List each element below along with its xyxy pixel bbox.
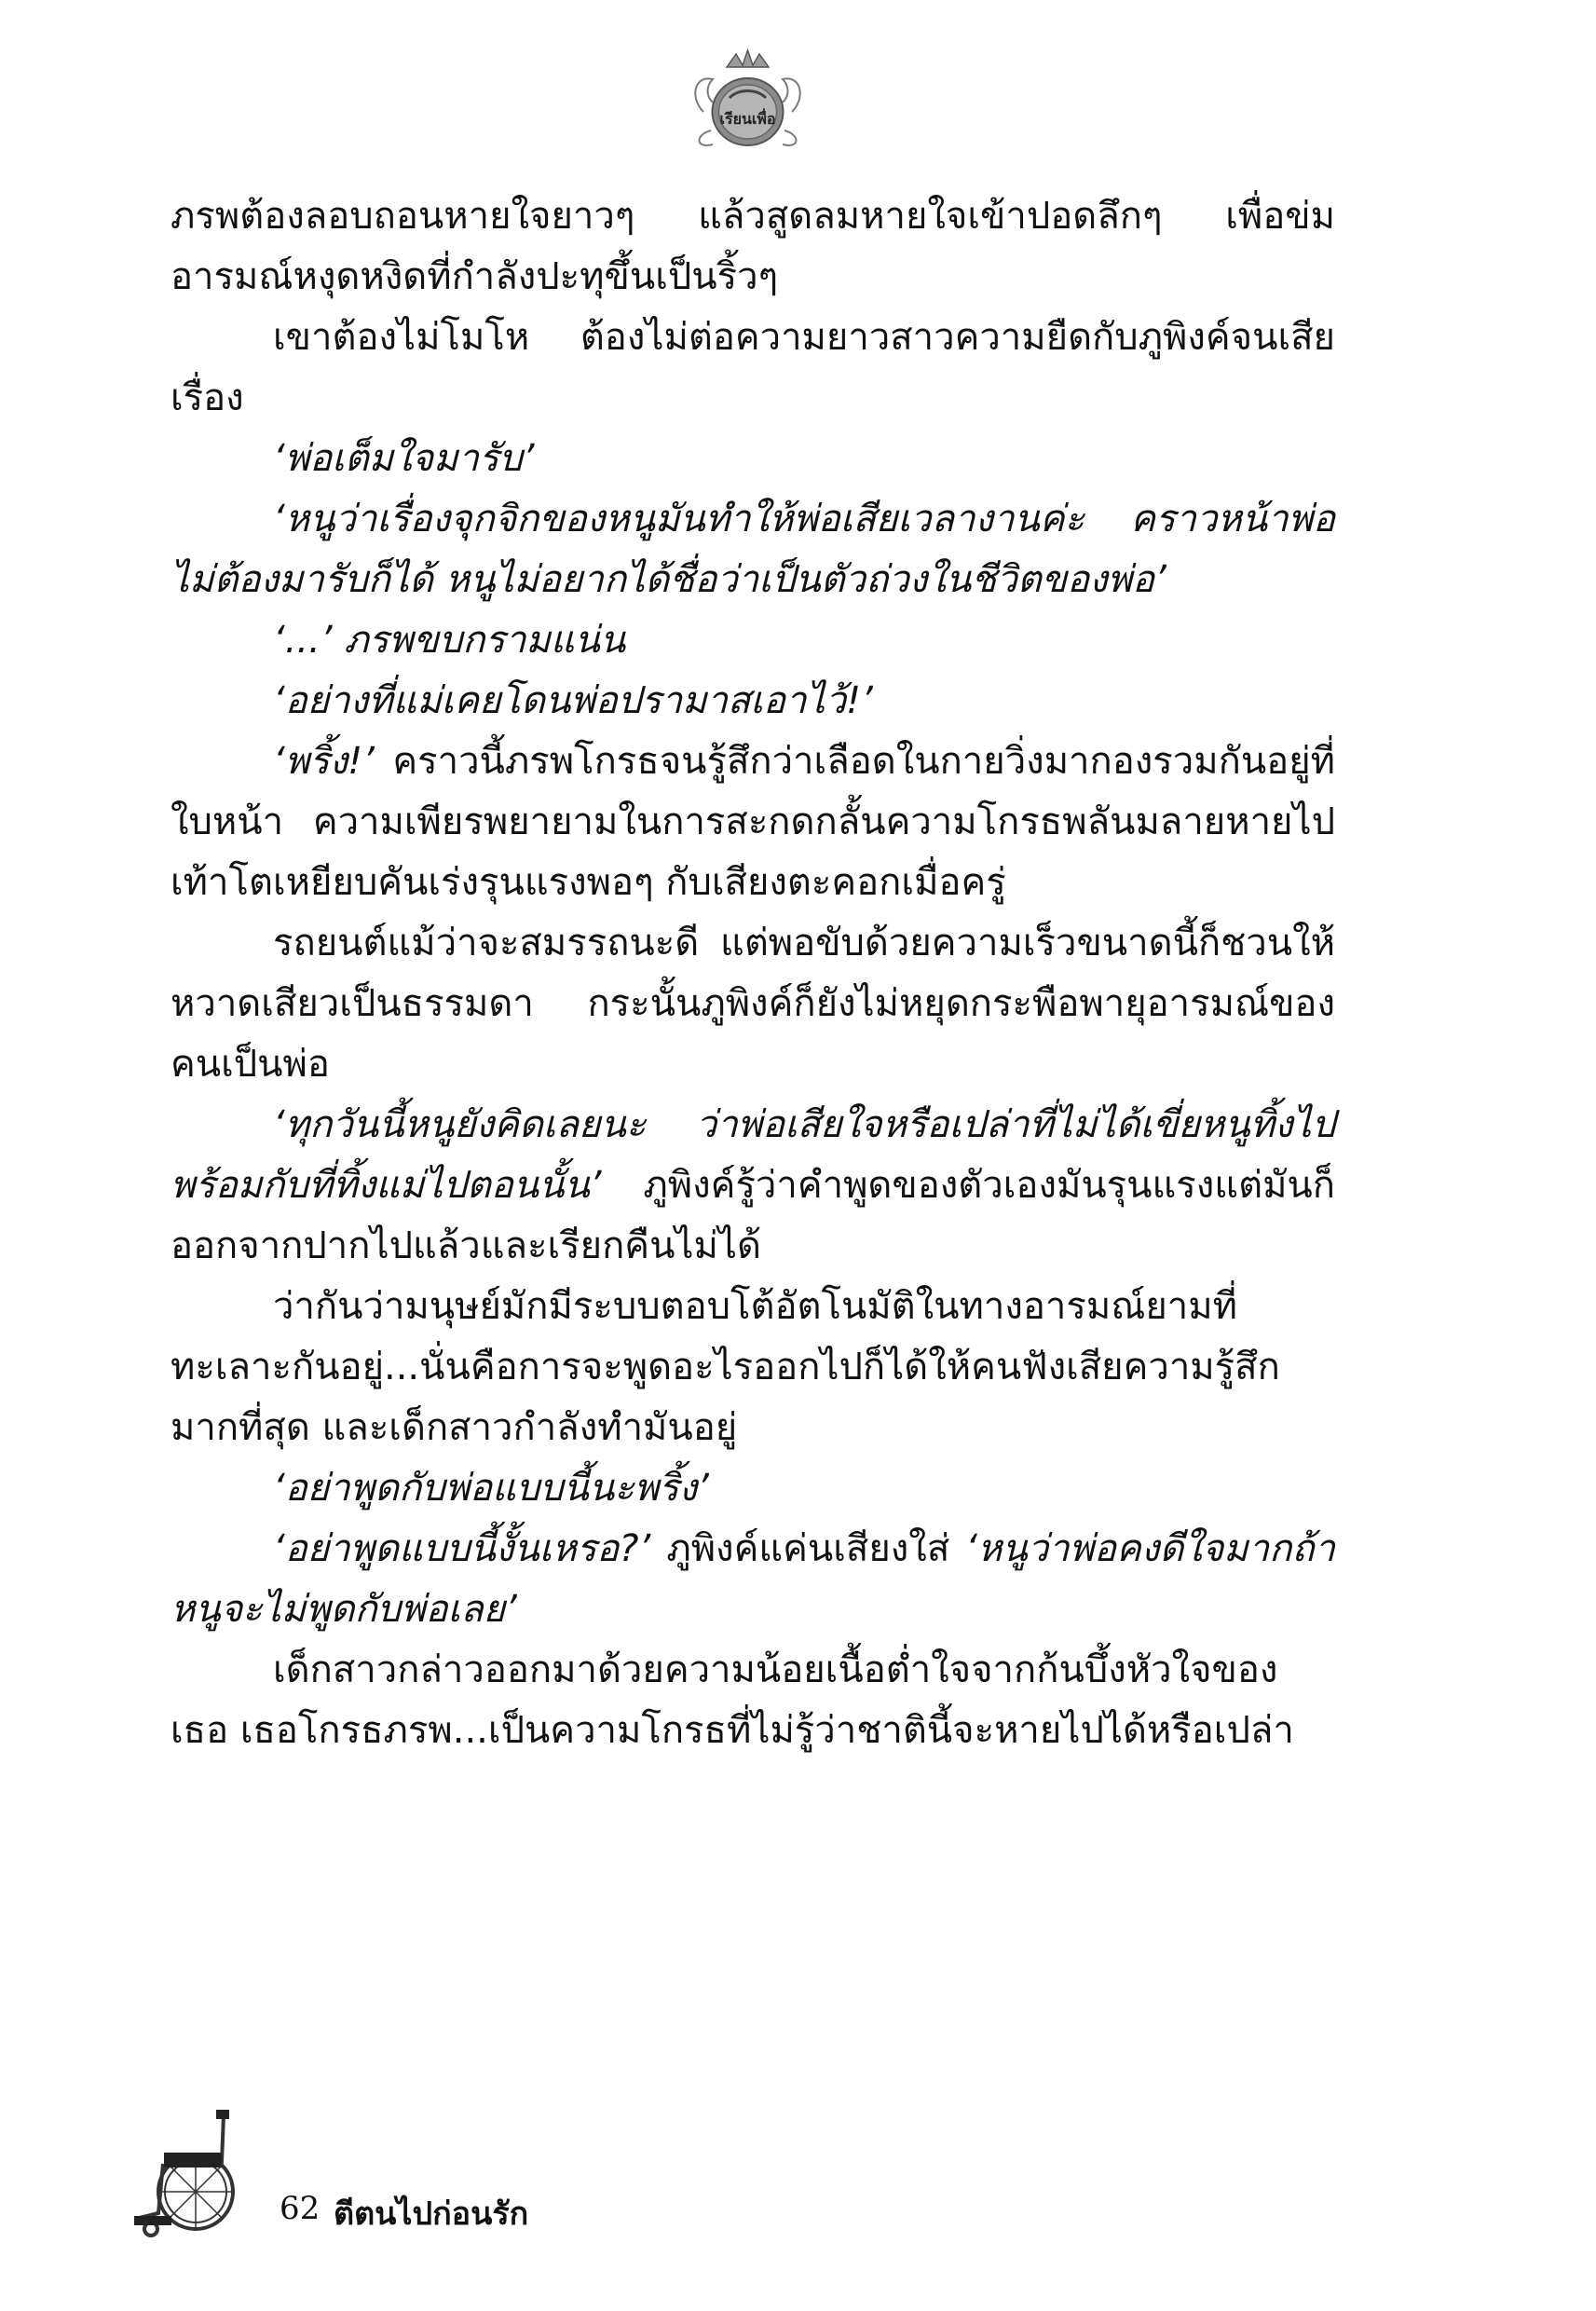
narration-text: ภรพต้องลอบถอนหายใจยาวๆ แล้วสูดลมหายใจเข้าปอดลึกๆ เพื่อข่มอารมณ์หงุดหงิดที่กำลังปะทุขึ้นเป็นริ้วๆ [171, 195, 1335, 298]
paragraph [171, 1519, 1335, 1640]
dialogue-text: ‘หนูว่าพ่อคงดีใจมากถ้าหนูจะไม่พูดกับพ่อเลย’ [171, 1527, 1335, 1631]
narration-text: เด็กสาวกล่าวออกมาด้วยความน้อยเนื้อต่ำใจจากก้นบึ้งหัวใจของเธอ เธอโกรธภรพ...เป็นความโกรธที่ไม่รู้ว่าชาตินี้จะหายไปได้หรือเปล่า [171, 1648, 1294, 1752]
dialogue-text: ‘หนูว่าเรื่องจุกจิกของหนูมันทำให้พ่อเสียเวลางานค่ะ คราวหน้าพ่อไม่ต้องมารับก็ได้ หนูไม่อยากได้ชื่อว่าเป็นตัวถ่วงในชีวิตของพ่อ’ [171, 498, 1335, 601]
paragraph [171, 610, 1335, 671]
page-footer [130, 2106, 689, 2246]
dialogue-text: ‘อย่าพูดแบบนี้งั้นเหรอ?’ [273, 1527, 651, 1570]
paragraph [171, 1640, 1335, 1761]
dialogue-text: ‘พ่อเต็มใจมารับ’ [273, 437, 535, 480]
dialogue-text: ‘พริ้ง!’ [273, 740, 375, 783]
narration-text: รถยนต์แม้ว่าจะสมรรถนะดี แต่พอขับด้วยความเร็วขนาดนี้ก็ชวนให้หวาดเสียวเป็นธรรมดา กระนั้นภูพิงค์ก็ยังไม่หยุดกระพือพายุอารมณ์ของคนเป็นพ่อ [171, 922, 1335, 1086]
dialogue-text: ‘อย่างที่แม่เคยโดนพ่อปรามาสเอาไว้!’ [273, 679, 873, 722]
svg-text:เรียนเพื่อ: เรียนเพื่อ [719, 110, 776, 128]
paragraph [171, 429, 1335, 489]
paragraph [171, 913, 1335, 1095]
ornamental-crest-logo [685, 47, 811, 163]
dialogue-text: ‘ทุกวันนี้หนูยังคิดเลยนะ ว่าพ่อเสียใจหรือเปล่าที่ไม่ได้เขี่ยหนูทิ้งไปพร้อมกับที่ทิ้งแม่ไปตอนนั้น’ [171, 1103, 1335, 1207]
paragraph [171, 308, 1335, 429]
wheelchair-icon [130, 2106, 252, 2246]
book-title: ตีตนไปก่อนรัก [334, 2195, 529, 2233]
paragraph [171, 732, 1335, 913]
narration-text: คราวนี้ภรพโกรธจนรู้สึกว่าเลือดในกายวิ่งมากองรวมกันอยู่ที่ใบหน้า ความเพียรพยายามในการสะกดกลั้นความโกรธพลันมลายหายไป เท้าโตเหยียบคันเร่งรุนแรงพอๆ กับเสียงตะคอกเมื่อครู่ [171, 740, 1335, 904]
page-number: 62 [280, 2190, 321, 2227]
narration-text: ว่ากันว่ามนุษย์มักมีระบบตอบโต้อัตโนมัติในทางอารมณ์ยามที่ทะเลาะกันอยู่...นั่นคือการจะพูดอะไรออกไปก็ได้ให้คนฟังเสียความรู้สึกมากที่สุด และเด็กสาวกำลังทำมันอยู่ [171, 1285, 1280, 1449]
crest-icon [685, 47, 811, 163]
narration-text: เขาต้องไม่โมโห ต้องไม่ต่อความยาวสาวความยืดกับภูพิงค์จนเสียเรื่อง [171, 316, 1335, 419]
dialogue-text: ‘อย่าพูดกับพ่อแบบนี้นะพริ้ง’ [273, 1467, 709, 1510]
paragraph [171, 489, 1335, 610]
paragraph [171, 1458, 1335, 1519]
paragraph [171, 1095, 1335, 1277]
narration-text: ภูพิงค์รู้ว่าคำพูดของตัวเองมันรุนแรงแต่มันก็ออกจากปากไปแล้วและเรียกคืนไม่ได้ [171, 1164, 1335, 1267]
paragraph [171, 1277, 1335, 1458]
paragraph [171, 186, 1335, 308]
narration-text: ภูพิงค์แค่นเสียงใส่ [650, 1527, 966, 1570]
dialogue-text: ‘...’ ภรพขบกรามแน่น [273, 619, 626, 662]
body-text [171, 186, 1335, 1761]
paragraph [171, 671, 1335, 732]
